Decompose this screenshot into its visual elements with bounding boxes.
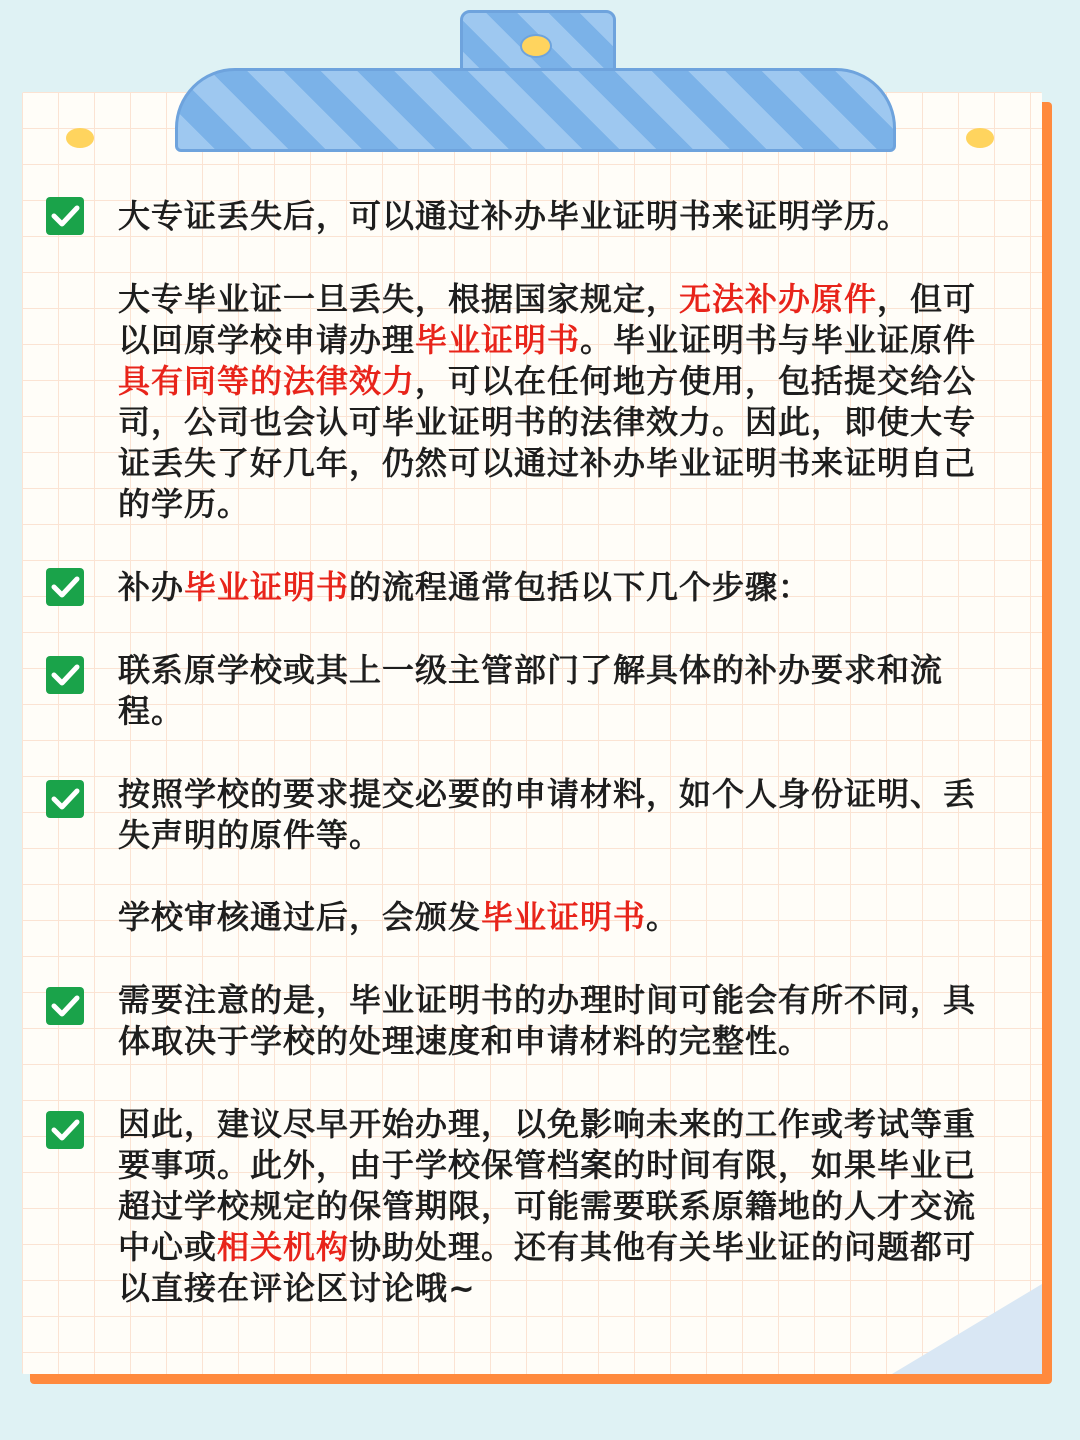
text: 补办 — [118, 568, 185, 606]
highlight-text: 无法补办原件 — [679, 280, 878, 318]
highlight-text: 具有同等的法律效力 — [118, 362, 416, 400]
check-box-icon — [46, 780, 84, 818]
highlight-text: 毕业证明书 — [415, 321, 581, 359]
text: 联系原学校或其上一级主管部门了解具体的补办要求和流程。 — [118, 651, 944, 730]
check-box-icon — [46, 987, 84, 1025]
paragraph-3 — [118, 567, 1000, 608]
text: ，但可以回原学校申请办理 — [118, 280, 977, 359]
paragraph-1 — [118, 196, 1000, 237]
paragraph-8 — [118, 1104, 1000, 1309]
clip-hole — [520, 34, 552, 58]
paragraph-7 — [118, 980, 1000, 1062]
paragraph-5 — [118, 774, 1000, 856]
check-box-icon — [46, 1111, 84, 1149]
decor-dot-left — [66, 128, 94, 148]
text: 。 — [646, 898, 680, 936]
decor-dot-right — [966, 128, 994, 148]
check-box-icon — [46, 197, 84, 235]
paragraph-6 — [118, 897, 1000, 938]
text: 的流程通常包括以下几个步骤： — [349, 568, 812, 606]
highlight-text: 毕业证明书 — [184, 568, 350, 606]
text: 大专毕业证一旦丢失，根据国家规定， — [118, 280, 680, 318]
text: 因此，建议尽早开始办理，以免影响未来的工作或考试等重要事项。此外，由于学校保管档案的时间有限，如果毕业已超过学校规定的保管期限，可能需要联系原籍地的人才交流中心或 — [118, 1105, 977, 1266]
text: ，可以在任何地方使用，包括提交给公司，公司也会认可毕业证明书的法律效力。因此，即使大专证丢失了好几年，仍然可以通过补办毕业证明书来证明自己的学历。 — [118, 362, 977, 523]
highlight-text: 毕业证明书 — [481, 898, 647, 936]
text: 协助处理。还有其他有关毕业证的问题都可以直接在评论区讨论哦~ — [118, 1228, 977, 1307]
text: 需要注意的是，毕业证明书的办理时间可能会有所不同，具体取决于学校的处理速度和申请材料的完整性。 — [118, 981, 977, 1060]
clipboard-clip-bar — [175, 68, 896, 152]
check-box-icon — [46, 568, 84, 606]
text: 大专证丢失后，可以通过补办毕业证明书来证明学历。 — [118, 197, 911, 235]
highlight-text: 相关机构 — [217, 1228, 350, 1266]
text: 学校审核通过后，会颁发 — [118, 898, 482, 936]
paragraph-2 — [118, 279, 1000, 525]
check-box-icon — [46, 656, 84, 694]
text: 按照学校的要求提交必要的申请材料，如个人身份证明、丢失声明的原件等。 — [118, 775, 977, 854]
text: 。毕业证明书与毕业证原件 — [580, 321, 977, 359]
paragraph-4 — [118, 650, 1000, 732]
